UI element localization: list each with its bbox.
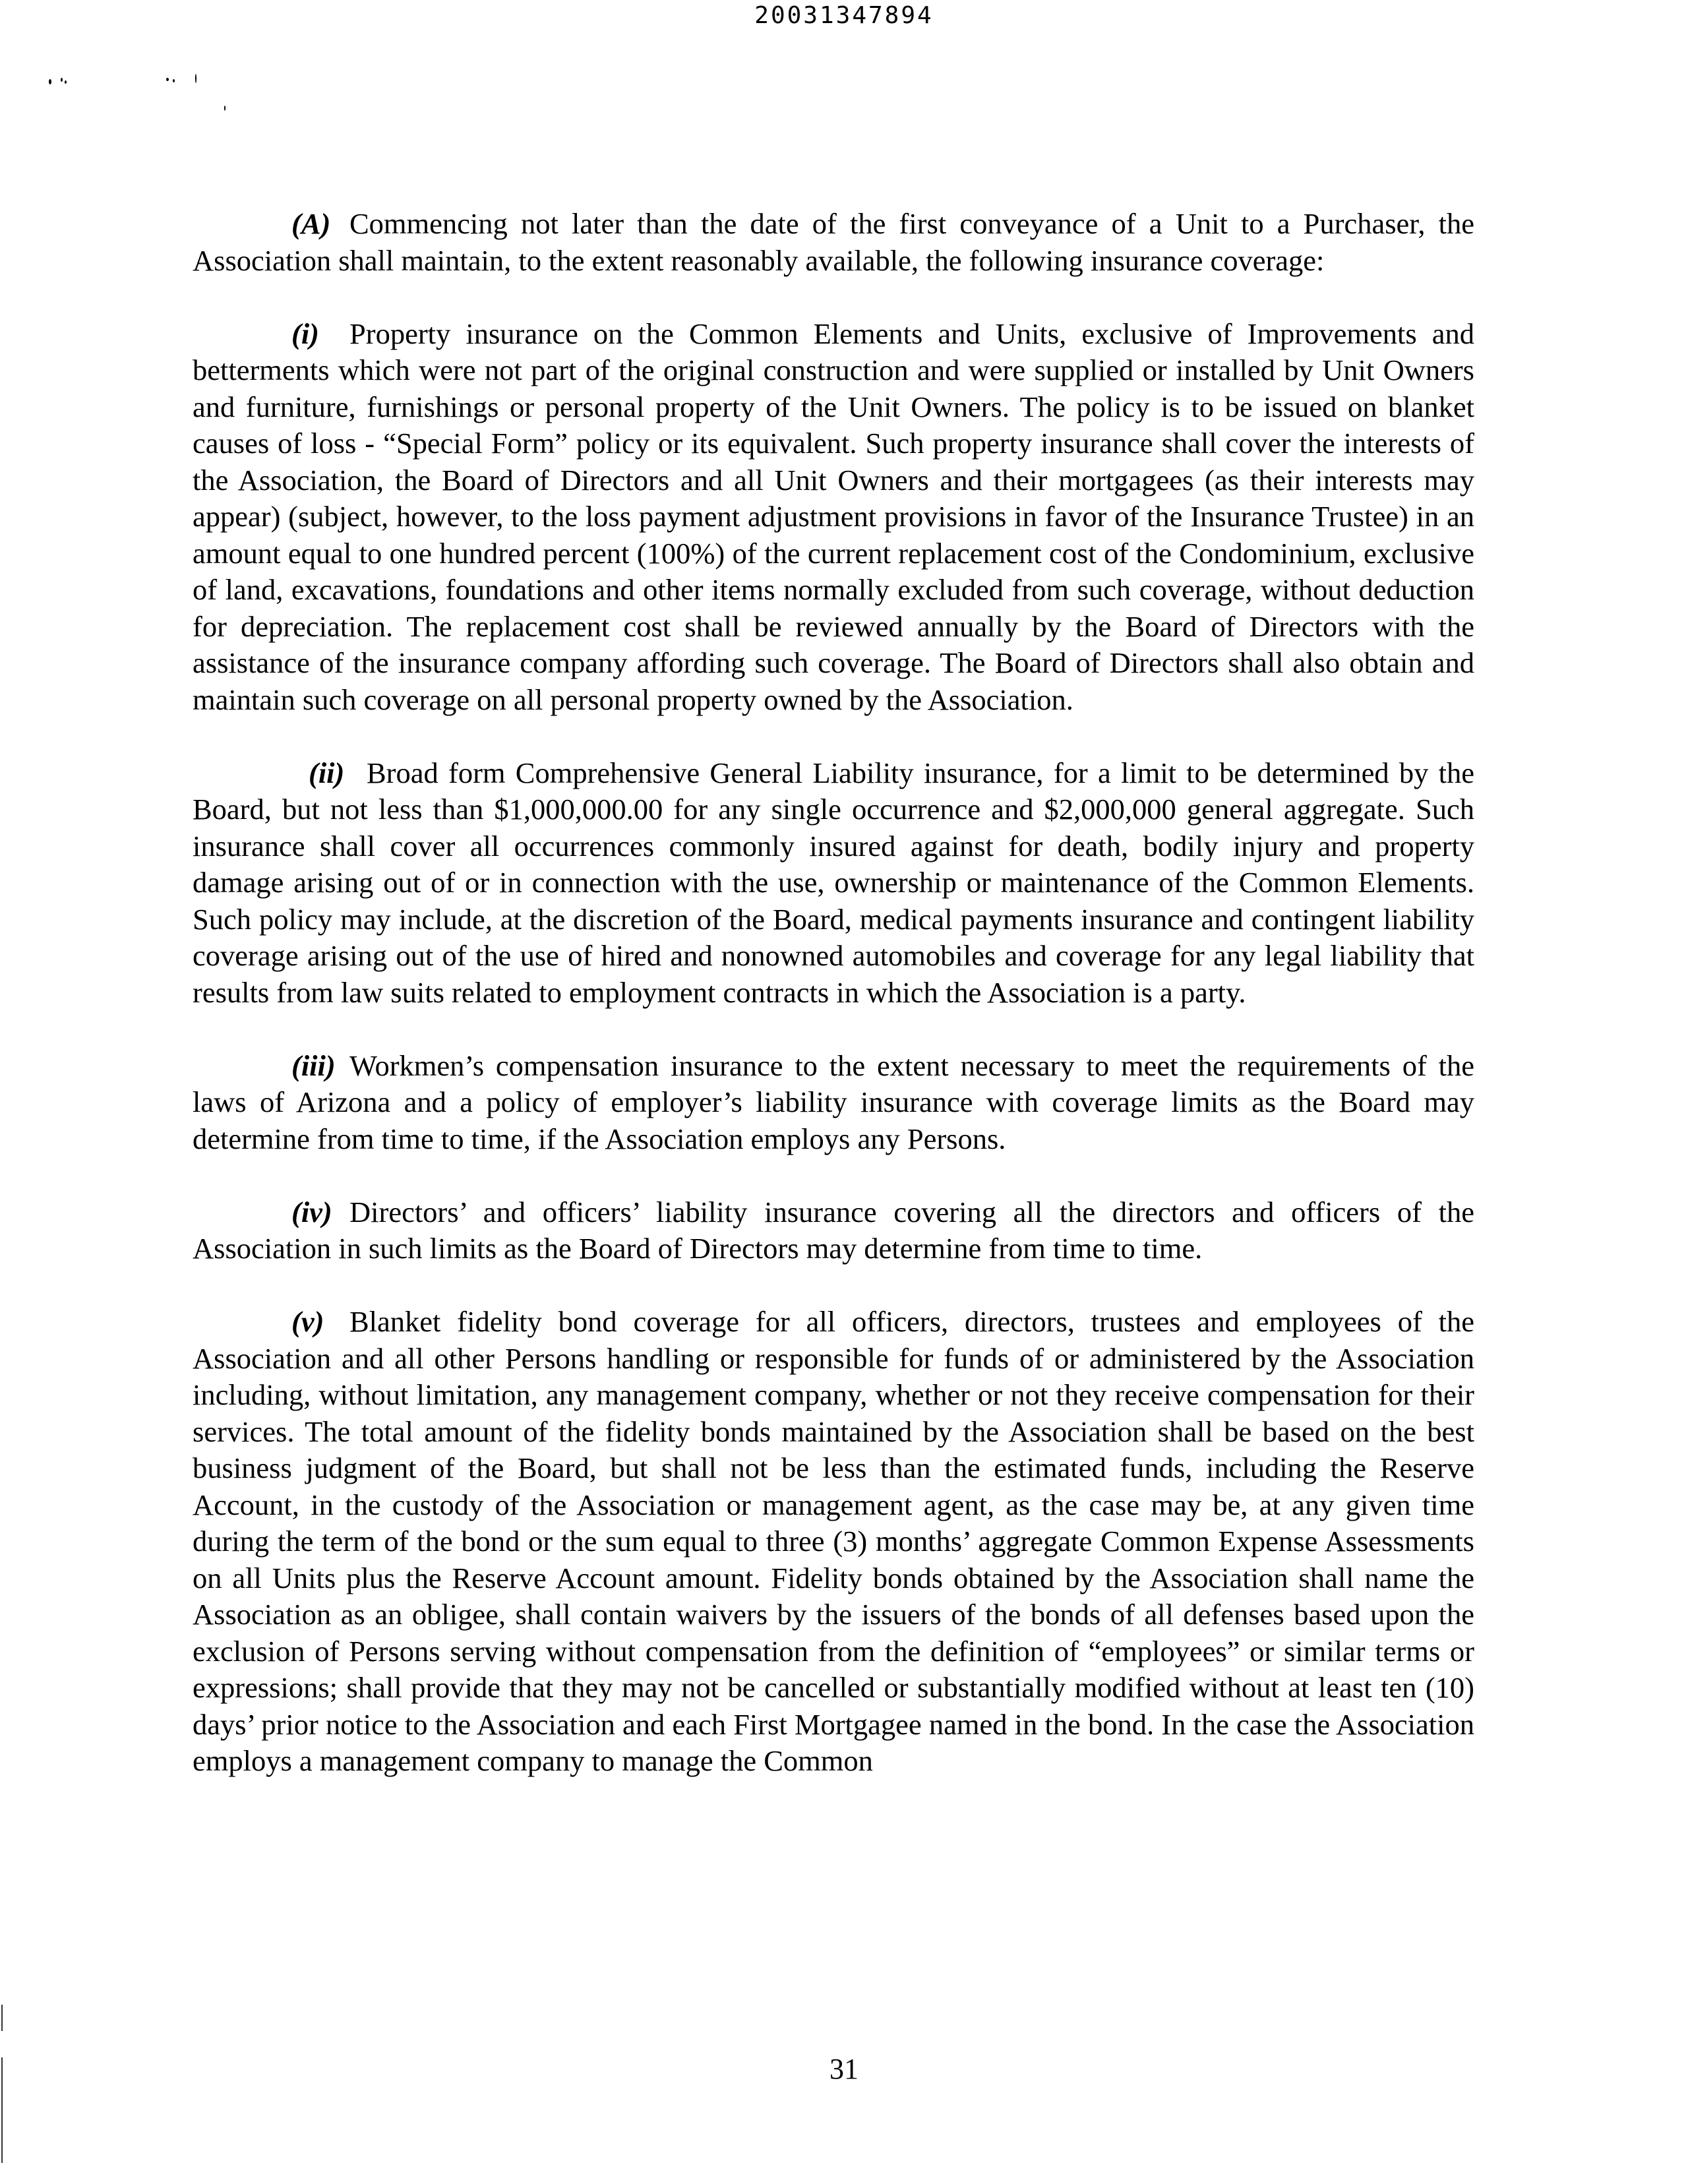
scan-edge-line <box>1 2005 3 2031</box>
paragraph-text: Commencing not later than the date of the first conveyance of a Unit to a Purchaser, the Association shall maintain, to the extent reasonably available, the following insurance coverage: <box>193 207 1474 277</box>
paragraph-ii <box>193 755 1474 1012</box>
scan-speck <box>49 79 51 84</box>
paragraph-v <box>193 1304 1474 1780</box>
scan-speck <box>61 78 63 82</box>
paragraph-marker: (iii) <box>291 1048 336 1082</box>
paragraph-marker: (i) <box>291 317 320 350</box>
paragraph-A <box>193 206 1474 279</box>
scan-speck <box>65 80 67 84</box>
paragraph-marker: (v) <box>291 1305 324 1338</box>
document-id: 20031347894 <box>754 2 934 29</box>
paragraph-marker: (A) <box>291 207 331 240</box>
paragraph-marker: (iv) <box>291 1195 332 1228</box>
scan-speck <box>224 106 226 111</box>
scan-speck <box>166 78 169 81</box>
paragraph-text: Blanket fidelity bond coverage for all officers, directors, trustees and employees of the Association and all other Persons handling or responsible for funds of or administered by the Association including, without limitation, any management company, whether or not they receive compensation for their services. The total amount of the fidelity bonds maintained by the Association shall be based on the best business judgment of the Board, but shall not be less than the estimated funds, including the Reserve Account, in the custody of the Association or management agent, as the case may be, at any given time during the term of the bond or the sum equal to three (3) months’ aggregate Common Expense Assessments on all Units plus the Reserve Account amount. Fidelity bonds obtained by the Association shall name the Association as an obligee, shall contain waivers by the issuers of the bonds of all defenses based upon the exclusion of Persons serving without compensation from the definition of “employees” or similar terms or expressions; shall provide that they may not be cancelled or substantially modified without at least ten (10) days’ prior notice to the Association and each First Mortgagee named in the bond. In the case the Association employs a management company to manage the Common <box>193 1305 1474 1777</box>
scan-speck <box>173 79 175 82</box>
scan-speck <box>195 74 196 83</box>
document-body <box>193 206 1474 1816</box>
paragraph-iii <box>193 1048 1474 1158</box>
paragraph-text: Workmen’s compensation insurance to the extent necessary to meet the requirements of the laws of Arizona and a policy of employer’s liability insurance with coverage limits as the Board may determine from time to time, if the Association employs any Persons. <box>193 1048 1474 1155</box>
paragraph-marker: (ii) <box>309 756 345 789</box>
page-number: 31 <box>829 2053 859 2085</box>
paragraph-text: Directors’ and officers’ liability insurance covering all the directors and officers of the Association in such limits as the Board of Directors may determine from time to time. <box>193 1195 1474 1265</box>
paragraph-iv <box>193 1194 1474 1267</box>
paragraph-i <box>193 316 1474 719</box>
paragraph-text: Property insurance on the Common Elements and Units, exclusive of Improvements and betterments which were not part of the original construction and were supplied or installed by Unit Owners and furniture, furnishings or personal property of the Unit Owners. The policy is to be issued on blanket causes of loss - “Special Form” policy or its equivalent. Such property insurance shall cover the interests of the Association, the Board of Directors and all Unit Owners and their mortgagees (as their interests may appear) (subject, however, to the loss payment adjustment provisions in favor of the Insurance Trustee) in an amount equal to one hundred percent (100%) of the current replacement cost of the Condominium, exclusive of land, excavations, foundations and other items normally excluded from such coverage, without deduction for depreciation. The replacement cost shall be reviewed annually by the Board of Directors with the assistance of the insurance company affording such coverage. The Board of Directors shall also obtain and maintain such coverage on all personal property owned by the Association. <box>193 317 1474 716</box>
paragraph-text: Broad form Comprehensive General Liability insurance, for a limit to be determined by the Board, but not less than $1,000,000.00 for any single occurrence and $2,000,000 general aggregate. Such insurance shall cover all occurrences commonly insured against for death, bodily injury and property damage arising out of or in connection with the use, ownership or maintenance of the Common Elements. Such policy may include, at the discretion of the Board, medical payments insurance and contingent liability coverage arising out of the use of hired and nonowned automobiles and coverage for any legal liability that results from law suits related to employment contracts in which the Association is a party. <box>193 756 1474 1009</box>
